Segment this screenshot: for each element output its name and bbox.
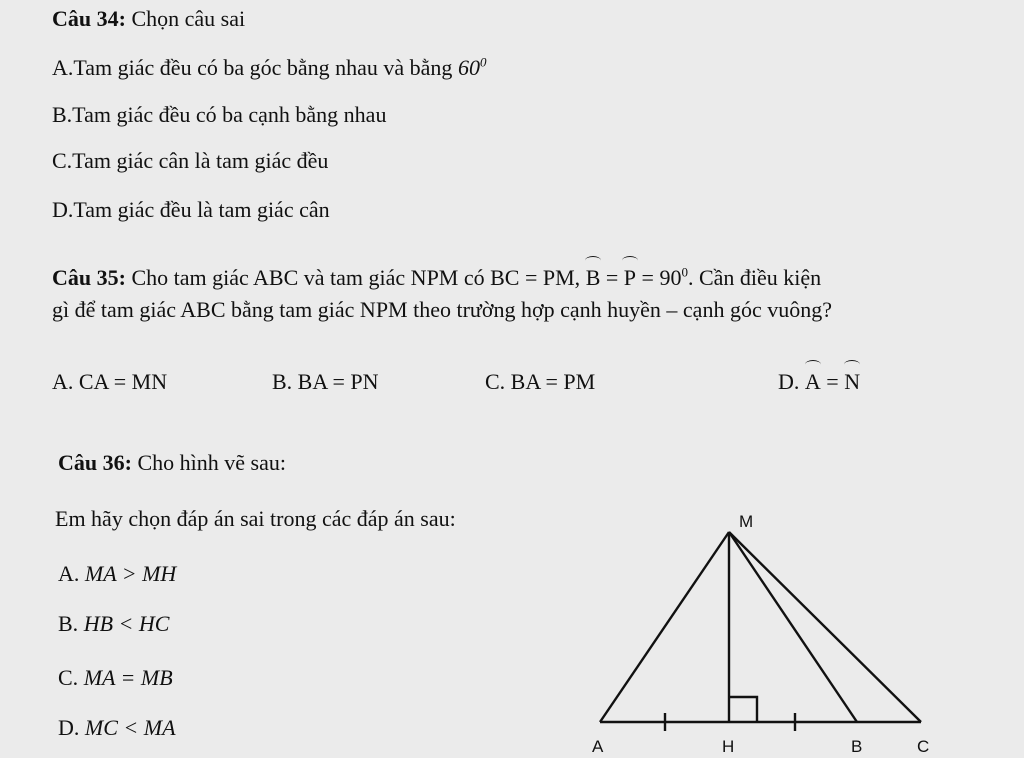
- q35-eq2: = 90: [641, 265, 682, 290]
- q35-eq1: =: [605, 265, 619, 290]
- q34-prompt: Chọn câu sai: [131, 6, 246, 31]
- q34-title: Câu 34:: [52, 6, 126, 31]
- segment-mb: [729, 532, 857, 722]
- q35-degree: 0: [681, 264, 688, 280]
- q34-option-a-text: A.Tam giác đều có ba góc bằng nhau và bằng: [52, 55, 453, 80]
- q35-option-d-prefix: D.: [778, 369, 800, 394]
- q35-option-d-eq: =: [826, 369, 839, 394]
- q36-option-c-text: MA = MB: [83, 665, 173, 690]
- q35-option-b: B. BA = PN: [272, 369, 379, 394]
- q35-text1: Cho tam giác ABC và tam giác NPM có BC = PM,: [131, 265, 581, 290]
- point-label-a: A: [592, 737, 604, 756]
- q36-option-d-label: D.: [58, 715, 80, 740]
- right-angle-mark: [729, 697, 757, 722]
- q35-option-d-angle-n: N: [844, 369, 861, 394]
- q36-option-b-label: B.: [58, 611, 79, 636]
- point-label-h: H: [722, 737, 735, 756]
- q34-option-d: D.Tam giác đều là tam giác cân: [52, 197, 330, 222]
- q35-option-c: C. BA = PM: [485, 369, 596, 394]
- q35-angle-b: B: [585, 265, 601, 290]
- q34-option-a-degree: $60^0$: [457, 54, 487, 80]
- point-label-c: C: [917, 737, 930, 756]
- point-label-b: B: [851, 737, 863, 756]
- point-label-m: M: [739, 512, 754, 531]
- q36-prompt: Cho hình vẽ sau:: [137, 450, 286, 475]
- q36-instruction: Em hãy chọn đáp án sai trong các đáp án sau:: [55, 506, 456, 531]
- q35-line2: gì để tam giác ABC bằng tam giác NPM theo trường hợp cạnh huyền – cạnh góc vuông?: [52, 297, 832, 322]
- q34-option-c: C.Tam giác cân là tam giác đều: [52, 148, 329, 173]
- q36-option-c-label: C.: [58, 665, 79, 690]
- q36-option-b-text: HB < HC: [83, 611, 170, 636]
- q35-text2: . Cần điều kiện: [687, 265, 822, 290]
- q36-option-a-label: A.: [58, 561, 80, 586]
- q35-option-a: A. CA = MN: [52, 369, 168, 394]
- segment-mc: [729, 532, 921, 722]
- q36-option-a-text: MA > MH: [84, 561, 177, 586]
- segment-ma: [600, 532, 729, 722]
- q35-option-d-angle-a: A: [804, 369, 821, 394]
- q36-option-d-text: MC < MA: [84, 715, 176, 740]
- q35-angle-p: P: [623, 265, 637, 290]
- q35-title: Câu 35:: [52, 265, 126, 290]
- q36-title: Câu 36:: [58, 450, 132, 475]
- q34-option-b: B.Tam giác đều có ba cạnh bằng nhau: [52, 102, 387, 127]
